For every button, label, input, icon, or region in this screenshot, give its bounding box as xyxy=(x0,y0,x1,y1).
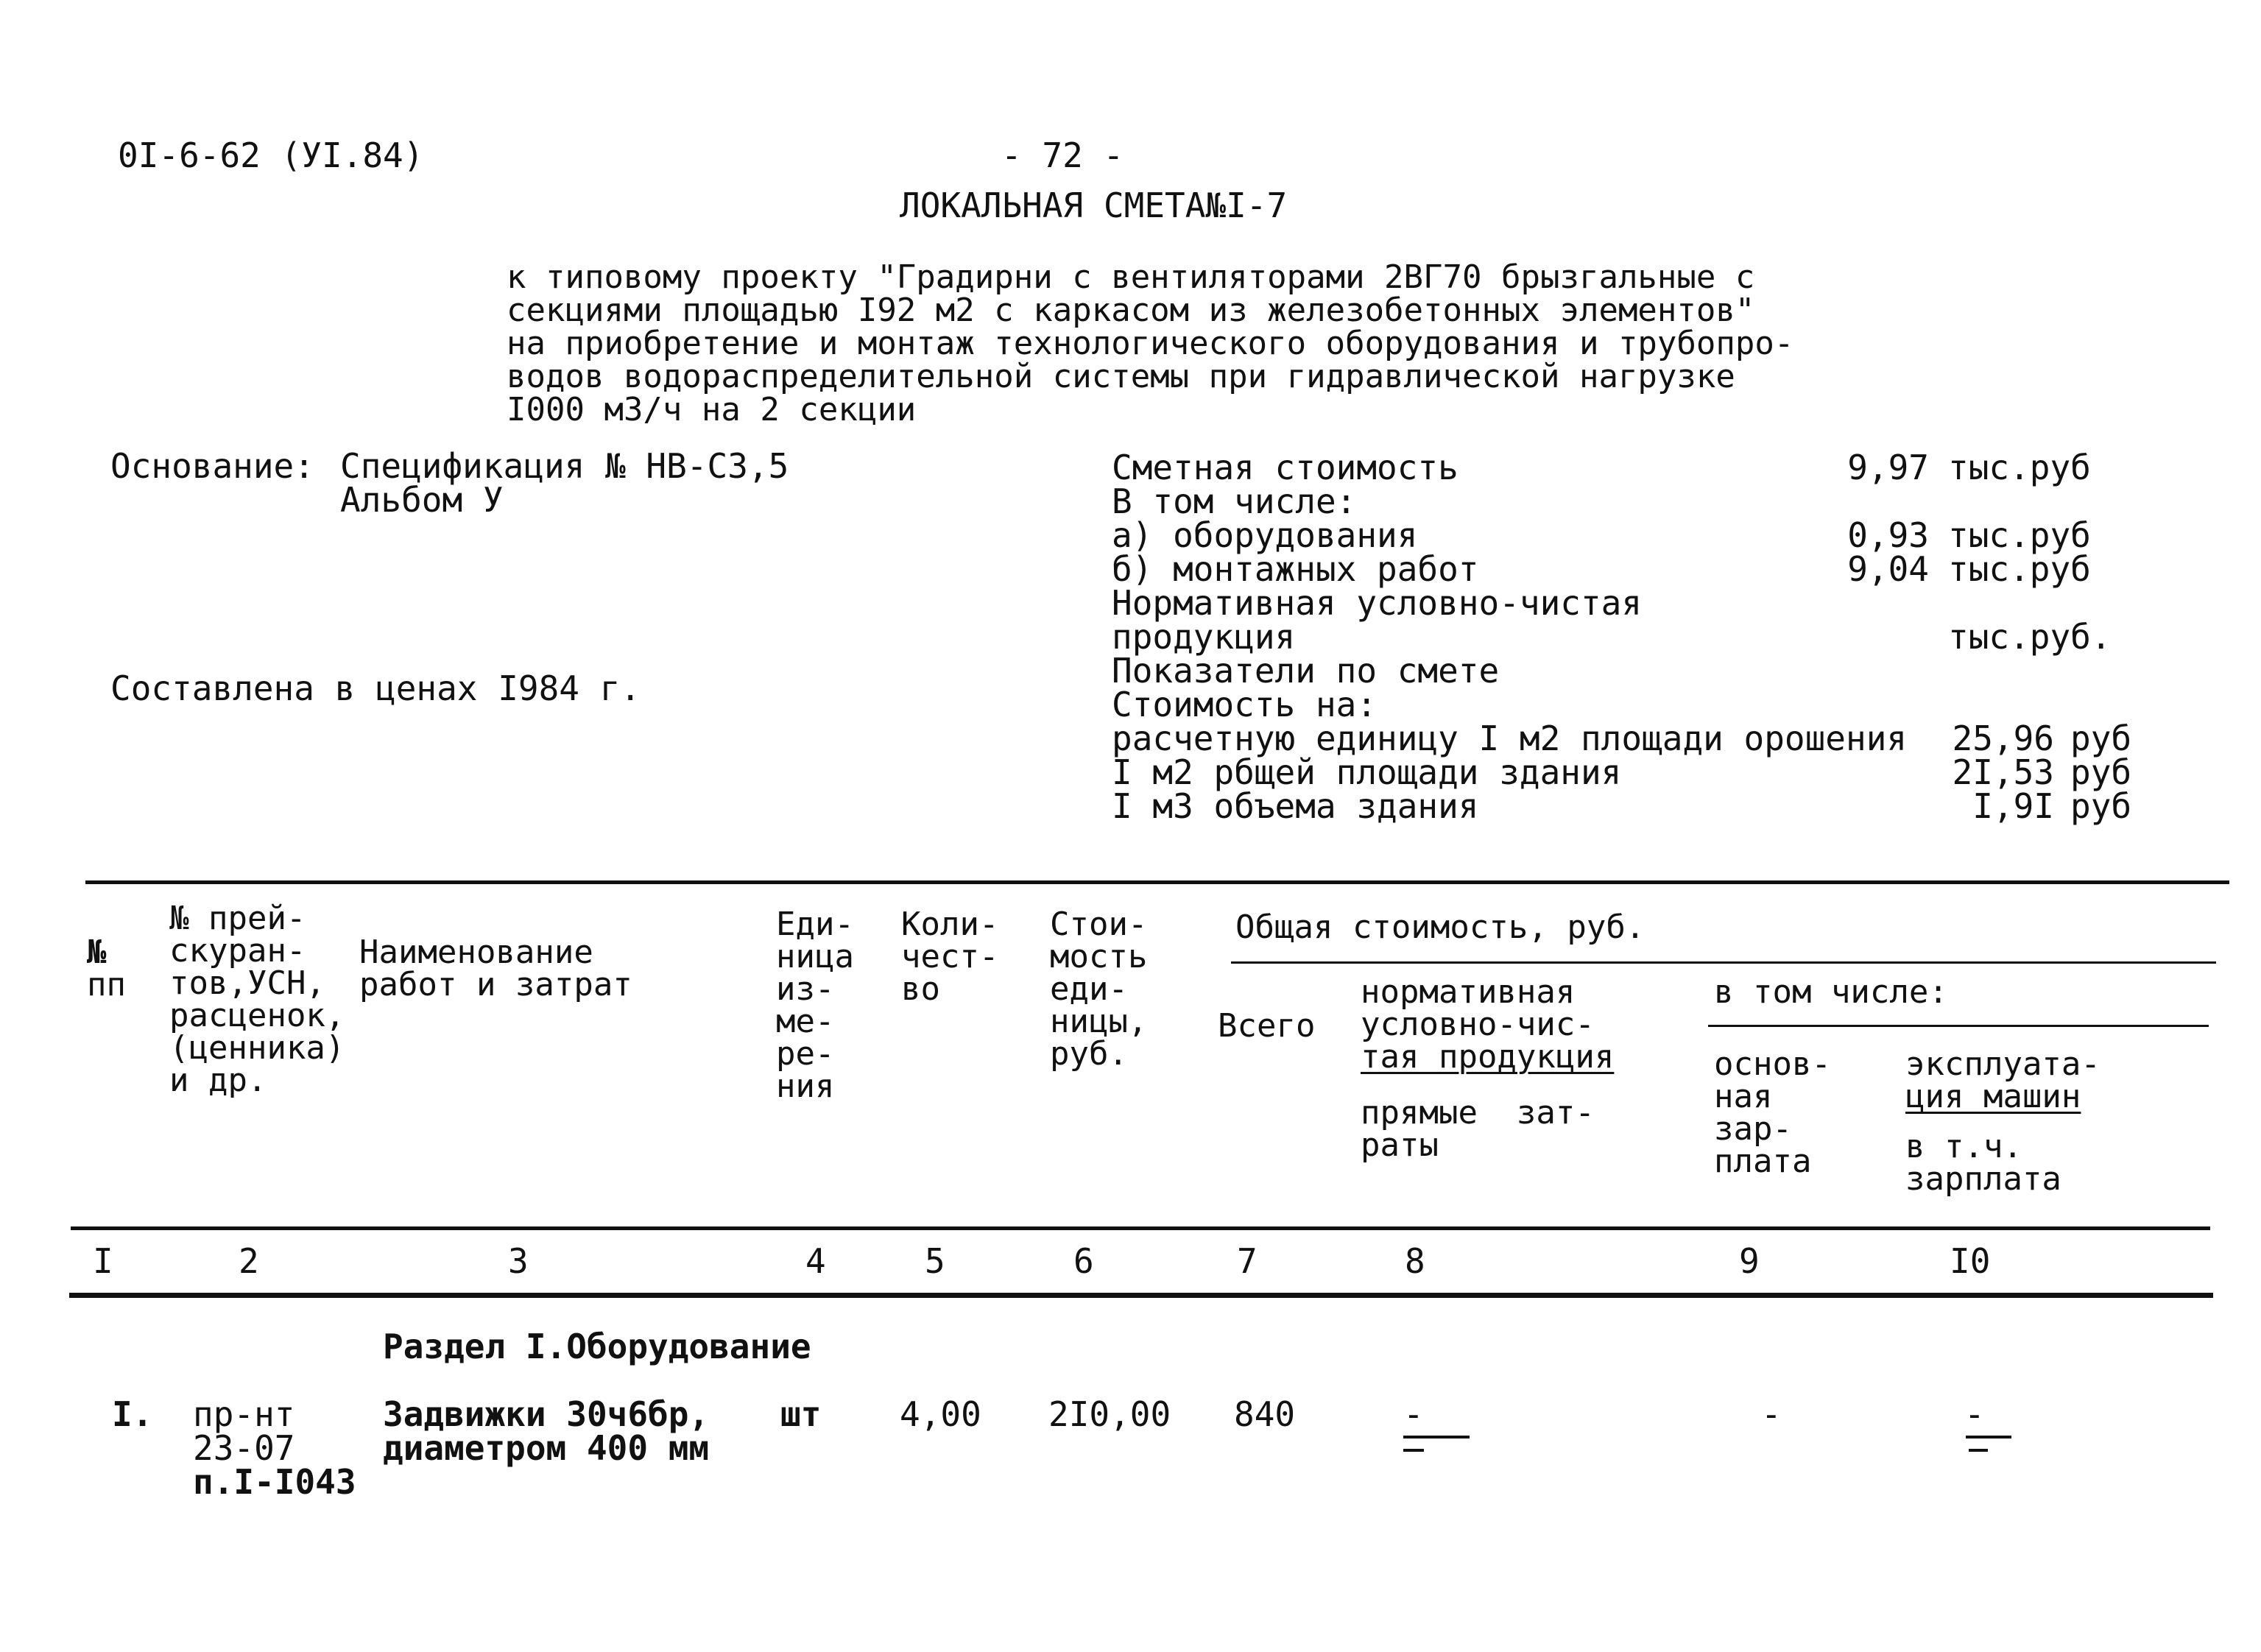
col-header-quantity: Коли- чест- во xyxy=(901,906,999,1008)
row-number: I. xyxy=(112,1394,153,1434)
row-name: Задвижки 30ч6бр, диаметром 400 мм xyxy=(383,1394,710,1468)
summary-unit: тыс.руб xyxy=(1948,448,2091,487)
compiled-prices: Составлена в ценах I984 г. xyxy=(110,668,641,708)
summary-unit: руб xyxy=(2070,719,2132,758)
row-quantity: 4,00 xyxy=(900,1394,981,1434)
summary-value: 9,04 xyxy=(1847,549,1929,589)
summary-unit: тыс.руб xyxy=(1948,549,2091,589)
col-header-unit: Еди- ница из- ме- ре- ния xyxy=(776,906,854,1105)
row-normative-dash: - xyxy=(1403,1394,1424,1434)
col-number: 2 xyxy=(239,1241,259,1281)
col-header-number: № пп xyxy=(87,933,126,1003)
col-number: 5 xyxy=(925,1241,945,1281)
summary-unit: руб xyxy=(2070,786,2132,826)
col-header-reference: № прей- скуран- тов,УСН, расценок, (ценника) и др. xyxy=(169,900,345,1099)
col-header-direct-costs: прямые зат- раты xyxy=(1361,1094,1595,1164)
row-machines-dash-2 xyxy=(1966,1436,2011,1439)
table-top-rule xyxy=(85,880,2229,884)
summary-value: 9,97 xyxy=(1847,448,1929,487)
group-total-rule xyxy=(1231,961,2216,964)
section-title: Раздел I.Оборудование xyxy=(383,1327,811,1366)
subject-text xyxy=(507,258,1794,428)
basis-spec: Спецификация № НВ-СЗ,5 xyxy=(340,446,789,486)
row-machines-dash-3 xyxy=(1969,1449,1988,1452)
doc-code: 0I-6-62 (УI.84) xyxy=(118,135,424,175)
summary-unit: тыс.руб xyxy=(1948,515,2091,555)
row-normative-dash-3 xyxy=(1403,1449,1424,1452)
col-header-machine-wage: в т.ч. зарплата xyxy=(1905,1128,2061,1198)
subject-line: секциями площадью I92 м2 с каркасом из железобетонных элементов" xyxy=(507,292,1755,329)
col-header-basic-wage: основ- ная зар- плата xyxy=(1714,1045,1831,1180)
summary-unit: руб xyxy=(2070,752,2132,792)
col-header-unit-price: Стои- мость еди- ницы, руб. xyxy=(1050,906,1148,1073)
row-normative-dash-2 xyxy=(1403,1436,1470,1439)
col-header-name: Наименование работ и затрат xyxy=(359,933,632,1003)
row-total: 840 xyxy=(1234,1394,1296,1434)
col-header-machine-operation: эксплуата- ция машин xyxy=(1905,1045,2100,1115)
row-unit-price: 2I0,00 xyxy=(1048,1394,1171,1434)
subject-line: водов водораспределительной системы при гидравлической нагрузке xyxy=(507,358,1735,395)
summary-label: I м3 объема здания xyxy=(1112,786,1479,826)
col-number: 8 xyxy=(1405,1241,1425,1281)
summary-unit: тыс.руб. xyxy=(1948,617,2112,657)
summary-label: Стоимость на: xyxy=(1112,685,1378,724)
col-number: I0 xyxy=(1950,1241,1991,1281)
summary-value: I,9I xyxy=(1972,786,2054,826)
col-number: 4 xyxy=(805,1241,826,1281)
col-header-including-group: в том числе: xyxy=(1714,973,1948,1011)
page-title: ЛОКАЛЬНАЯ СМЕТА№І-7 xyxy=(900,186,1288,225)
row-machines-dash: - xyxy=(1964,1394,1985,1434)
summary-label: расчетную единицу I м2 площади орошения xyxy=(1112,719,1908,758)
summary-label: б) монтажных работ xyxy=(1112,549,1479,589)
summary-label: а) оборудования xyxy=(1112,515,1418,555)
basis-label: Основание: xyxy=(110,446,314,486)
summary-label: Показатели по смете xyxy=(1112,651,1500,691)
col-number: 7 xyxy=(1237,1241,1258,1281)
row-unit: шт xyxy=(780,1394,822,1434)
summary-label: Сметная стоимость xyxy=(1112,448,1458,487)
col-header-total: Всего xyxy=(1218,1007,1316,1045)
summary-value: 25,96 xyxy=(1952,719,2054,758)
summary-value: 2I,53 xyxy=(1952,752,2054,792)
col-number: 6 xyxy=(1073,1241,1094,1281)
page-number: - 72 - xyxy=(1001,135,1124,175)
subject-line: I000 м3/ч на 2 секции xyxy=(507,391,917,428)
subject-line: к типовому проекту "Градирни с вентиляторами 2ВГ70 брызгальные с xyxy=(507,258,1755,296)
col-number: 3 xyxy=(508,1241,529,1281)
summary-label: Нормативная условно-чистая xyxy=(1112,583,1643,623)
summary-value: 0,93 xyxy=(1847,515,1929,555)
col-number: 9 xyxy=(1739,1241,1760,1281)
colnum-bottom-rule xyxy=(69,1293,2213,1298)
incl-group-rule xyxy=(1708,1025,2209,1027)
summary-label: продукция xyxy=(1112,617,1296,657)
col-header-normative: нормативная условно-чис- тая продукция xyxy=(1361,973,1615,1076)
row-reference: пр-нт 23-07 п.I-I043 xyxy=(193,1394,356,1502)
summary-label: В том числе: xyxy=(1112,481,1357,521)
header-bottom-rule xyxy=(71,1226,2210,1230)
subject-line: на приобретение и монтаж технологического оборудования и трубопро- xyxy=(507,325,1794,362)
col-header-total-cost-group: Общая стоимость, руб. xyxy=(1235,908,1646,946)
summary-label: I м2 рбщей площади здания xyxy=(1112,752,1622,792)
col-number: I xyxy=(93,1241,113,1281)
row-wage-dash: - xyxy=(1761,1394,1782,1434)
basis-album: Альбом У xyxy=(340,480,504,520)
